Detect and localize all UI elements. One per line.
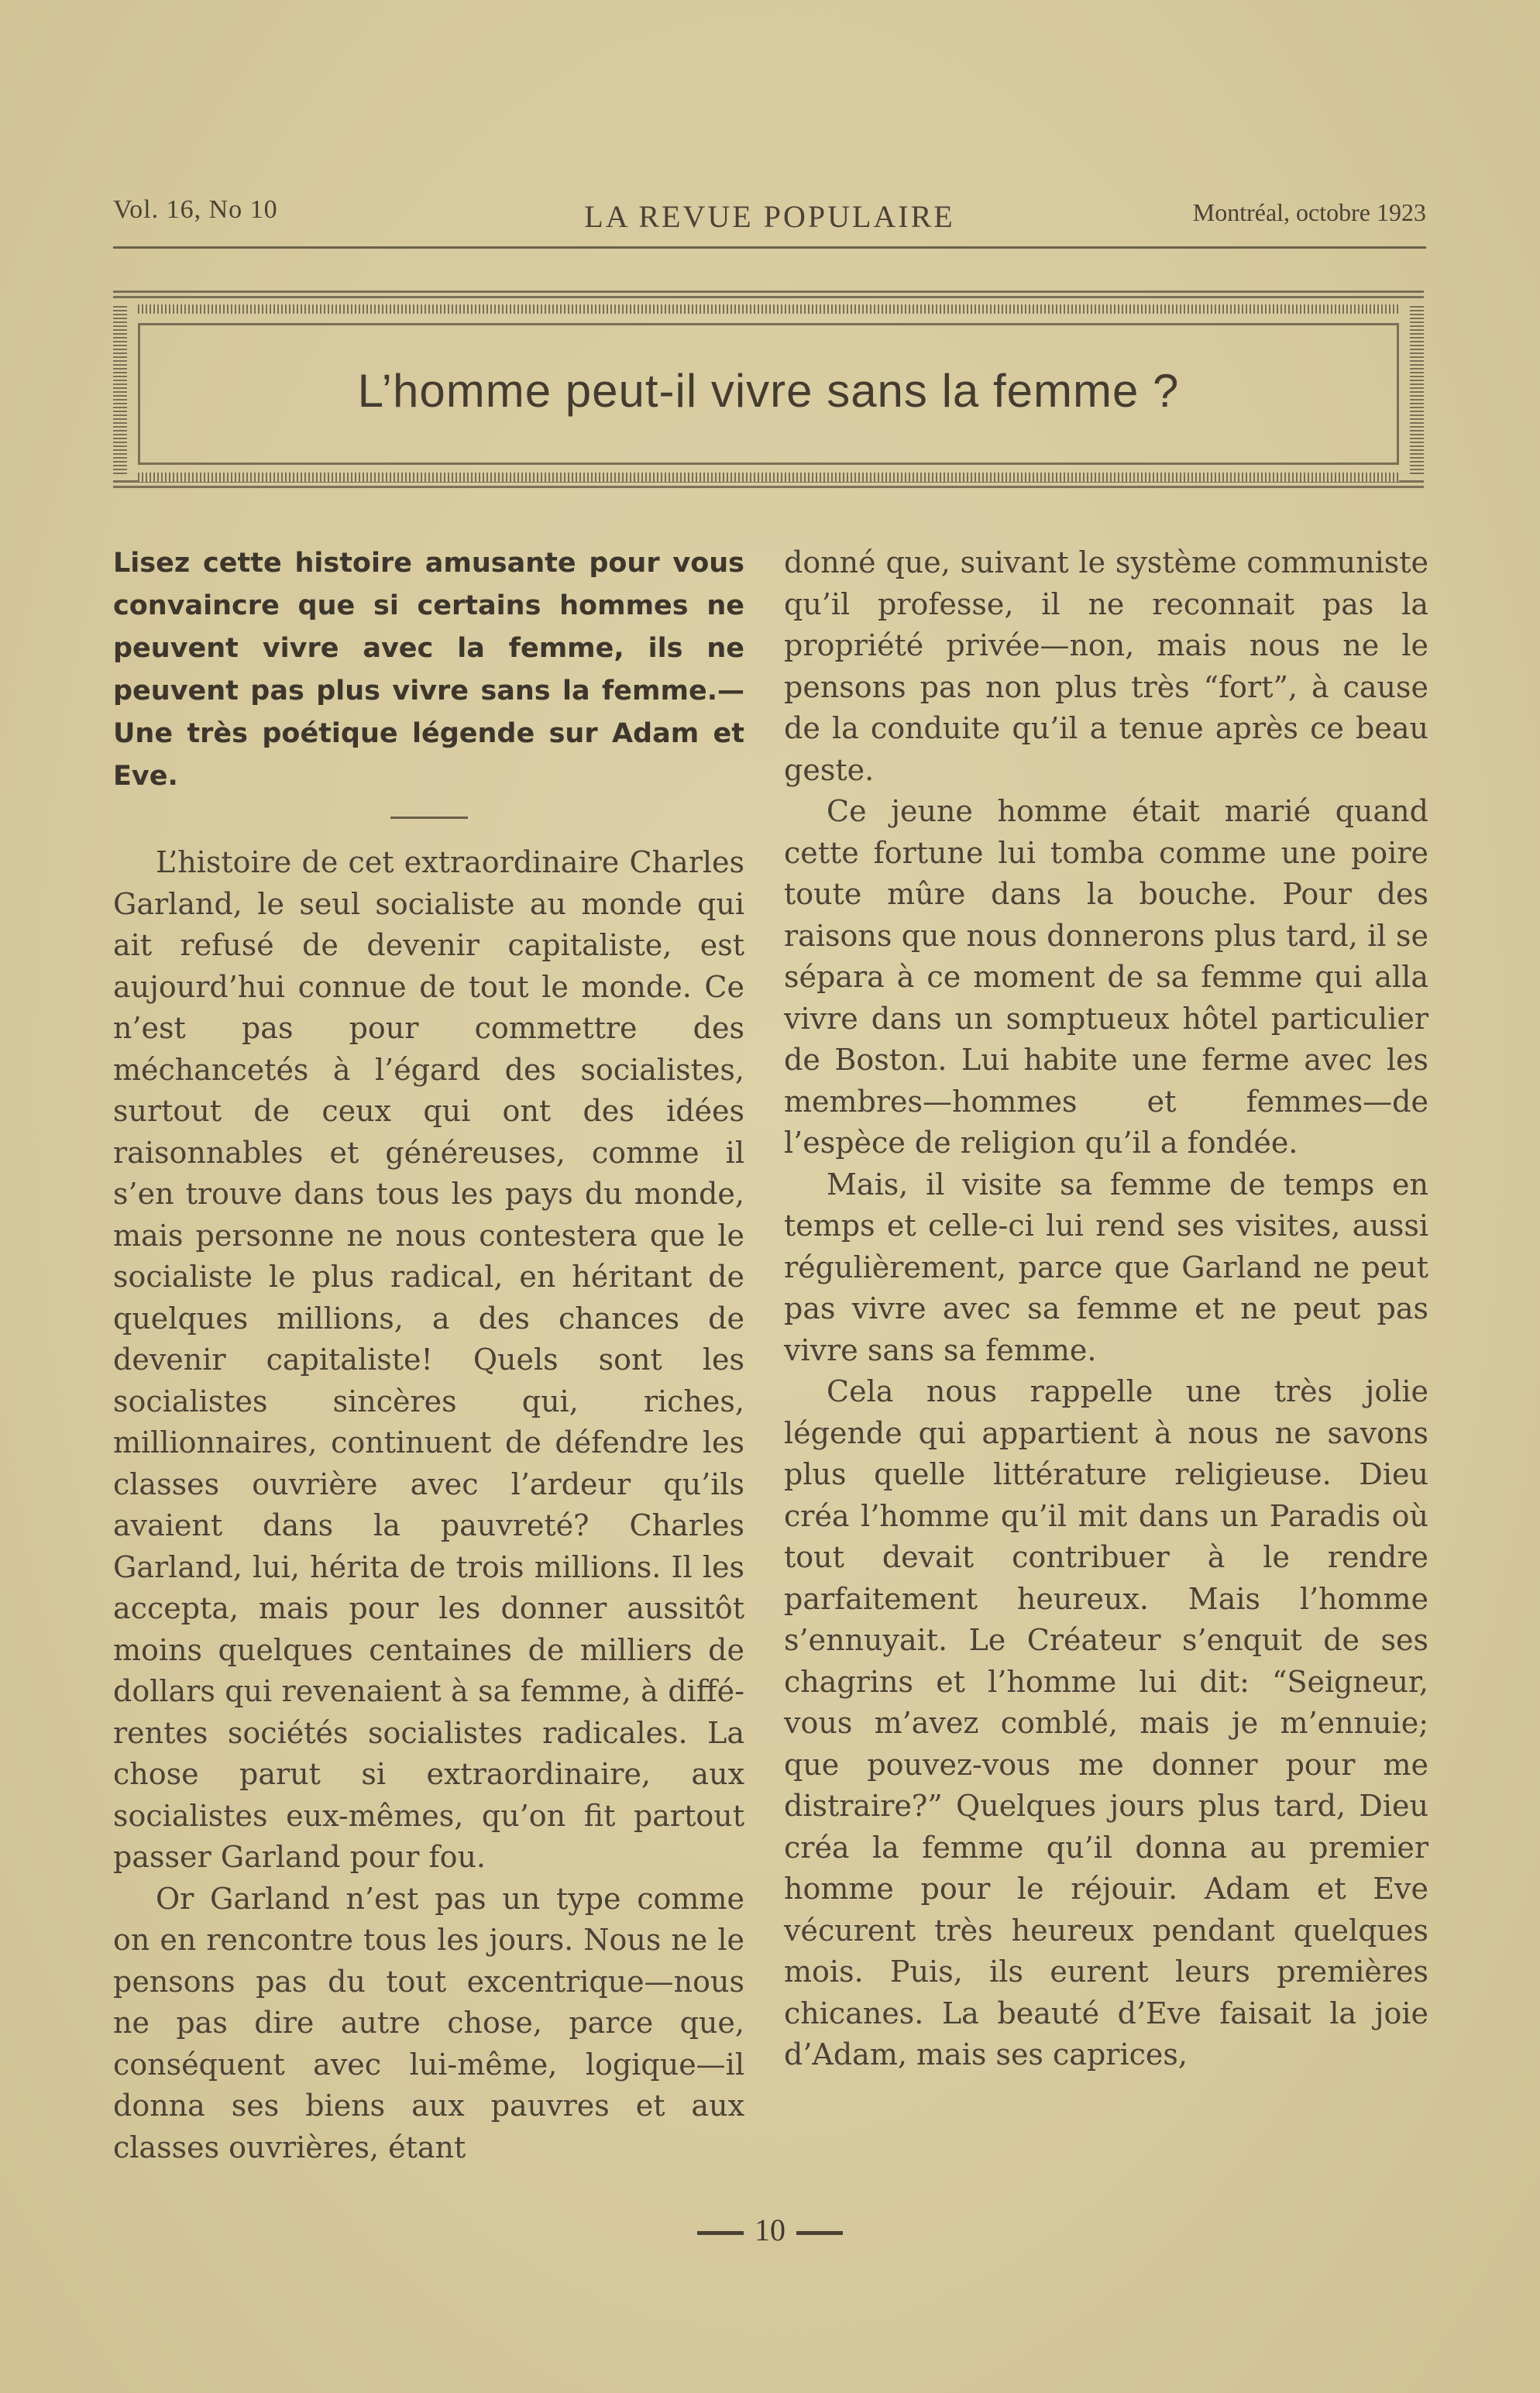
page-number-value: 10 bbox=[755, 2212, 785, 2247]
left-column bbox=[113, 542, 744, 2168]
right-column bbox=[784, 542, 1428, 2076]
article-title: L’homme peut-il vivre sans la femme ? bbox=[357, 365, 1180, 417]
title-frame-hatch-top bbox=[138, 304, 1399, 314]
paragraph: L’histoire de cet extraordinaire Charles Garland, le seul socialiste au monde qui ait refusé de devenir capitaliste, est aujourd’hui connue de tout le monde. Ce n’est pas pour commettre des méchancetés à l’égard des socialistes, surtout de ceux qui ont des idées raisonnables et généreuses, comme il s’en trouve dans tous les pays du monde, mais personne ne nous contestera que le socialiste le plus radical, en héritant de quelques millions, a des chances de devenir capitaliste! Quels sont les socialistes sincères qui, riches, millionnaires, continuent de défendre les classes ouvrière avec l’ardeur qu’ils avaient dans la pauvreté? Charles Garland, lui, hérita de trois millions. Il les accepta, mais pour les donner aussitôt moins quelques centaines de milliers de dollars qui revenaient à sa femme, à différentes sociétés socialistes radicales. La chose parut si extraordinaire, aux socialistes eux-mêmes, qu’on fit partout passer Garland pour fou. bbox=[113, 845, 744, 1874]
article-intro: Lisez cette histoire amusante pour vous convaincre que si certains hommes ne peuvent vivre avec la femme, ils ne peuvent pas plus vivre sans la femme.—Une très poétique légende sur Adam et Eve. bbox=[113, 548, 744, 792]
paragraph: Cela nous rappelle une très jolie légende qui appartient à nous ne savons plus quelle littérature religieuse. Dieu créa l’homme qu’il mit dans un Paradis où tout devait contribuer à le rendre parfaitement heureux. Mais l’homme s’ennuyait. Le Créateur s’enquit de ses chagrins et l’homme lui dit: “Seigneur, vous m’avez comblé, mais je m’ennuie; que pouvez-vous me donner pour me distraire?” Quelques jours plus tard, Dieu créa la femme qu’il donna au premier homme pour le réjouir. Adam et Eve vécurent très heureux pendant quelques mois. Puis, ils eurent leurs premières chicanes. La beauté d’Eve faisait la joie d’Adam, mais ses caprices, bbox=[784, 1374, 1428, 2072]
intro-separator bbox=[390, 817, 468, 819]
paragraph: Ce jeune homme était marié quand cette fortune lui tomba comme une poire toute mûre dans la bouche. Pour des raisons que nous donnerons plus tard, il se sépara à ce moment de sa femme qui alla vivre dans un somptueux hôtel particulier de Boston. Lui habite une ferme avec les membres—hommes et femmes—de l’espèce de religion qu’il a fondée. bbox=[784, 794, 1428, 1160]
running-header bbox=[113, 195, 1426, 242]
volume-number: Vol. 16, No 10 bbox=[113, 195, 278, 224]
paragraph: Or Garland n’est pas un type comme on en rencontre tous les jours. Nous ne le pensons pas du tout excentrique—nous ne pas dire autre chose, parce que, conséquent avec lui-même, logique—il donna ses biens aux pauvres et aux classes ouvrières, étant bbox=[113, 1881, 744, 2164]
page-number bbox=[0, 2212, 1540, 2248]
magazine-name: LA REVUE POPULAIRE bbox=[584, 199, 955, 234]
place-date: Montréal, octobre 1923 bbox=[1192, 198, 1426, 226]
paragraph: Mais, il visite sa femme de temps en temps et celle-ci lui rend ses visites, aussi régulièrement, parce que Garland ne peut pas vivre avec sa femme et ne peut pas vivre sans sa femme. bbox=[784, 1167, 1428, 1367]
folio-dash-right bbox=[796, 2231, 843, 2235]
title-frame bbox=[113, 291, 1424, 488]
paragraph-continued: donné que, suivant le système communiste qu’il professe, il ne reconnait pas la propriété privée—non, mais nous ne le pensons pas non plus très “fort”, à cause de la conduite qu’il a tenue après ce beau geste. bbox=[784, 545, 1428, 787]
header-rule bbox=[113, 246, 1426, 249]
folio-dash-left bbox=[697, 2231, 744, 2235]
title-frame-hatch-bottom bbox=[138, 473, 1399, 482]
